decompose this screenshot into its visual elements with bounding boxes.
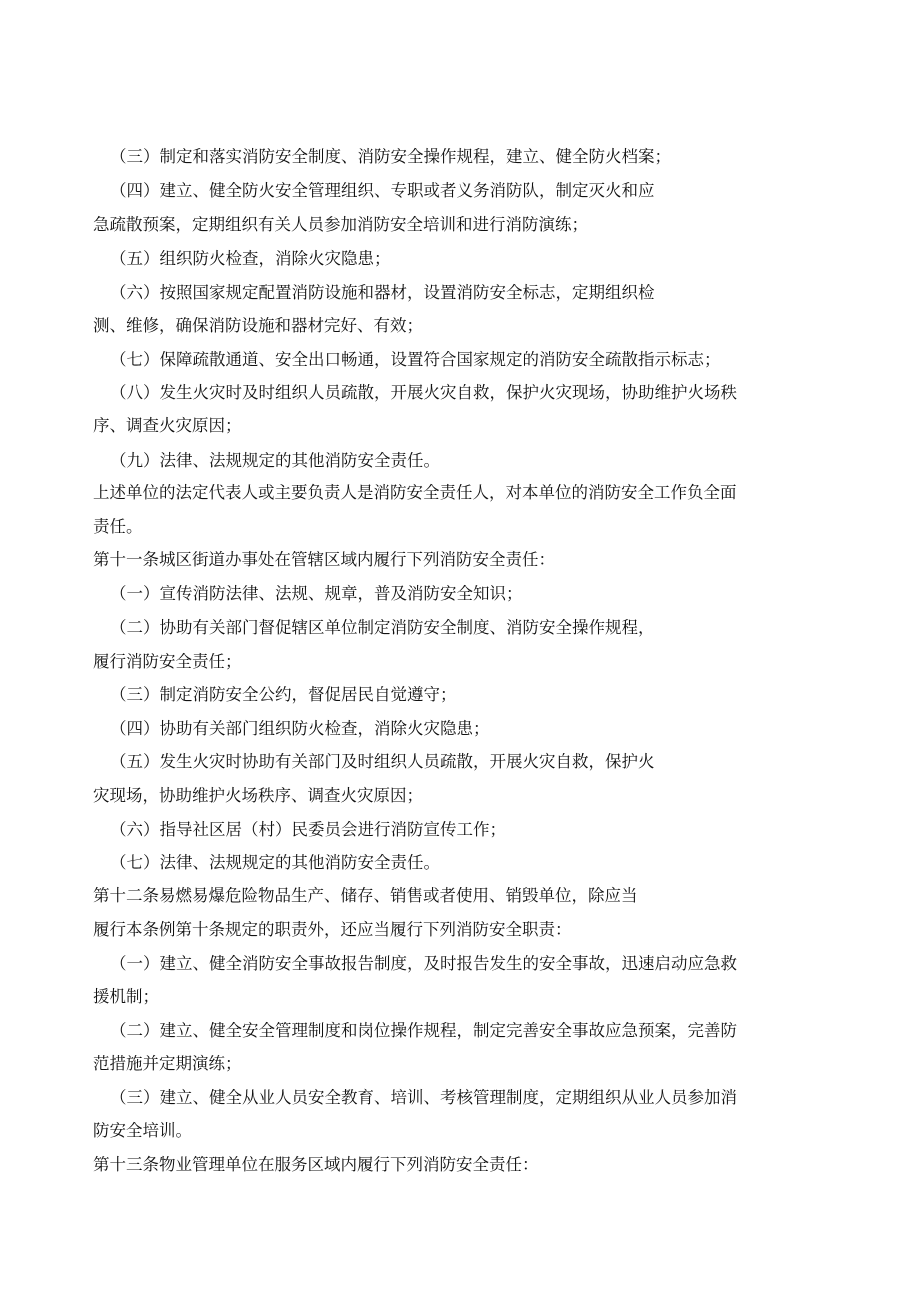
text-line: （三）制定和落实消防安全制度、消防安全操作规程，建立、健全防火档案； bbox=[110, 147, 671, 166]
text-line: （三）建立、健全从业人员安全教育、培训、考核管理制度，定期组织从业人员参加消 bbox=[110, 1088, 737, 1107]
text-line: （一）宣传消防法律、法规、规章，普及消防安全知识； bbox=[110, 584, 523, 603]
text-line: （八）发生火灾时及时组织人员疏散，开展火灾自救，保护火灾现场，协助维护火场秩 bbox=[110, 383, 737, 402]
text-line: 援机制； bbox=[93, 987, 159, 1006]
text-line: 第十三条物业管理单位在服务区域内履行下列消防安全责任： bbox=[93, 1155, 539, 1174]
text-line: （一）建立、健全消防安全事故报告制度，及时报告发生的安全事故，迅速启动应急救 bbox=[110, 954, 737, 973]
text-line: 序、调查火灾原因； bbox=[93, 416, 242, 435]
text-line: 第十二条易燃易爆危险物品生产、储存、销售或者使用、销毁单位，除应当 bbox=[93, 886, 638, 905]
text-line: （七）保障疏散通道、安全出口畅通，设置符合国家规定的消防安全疏散指示标志； bbox=[110, 350, 721, 369]
text-line: 急疏散预案，定期组织有关人员参加消防安全培训和进行消防演练； bbox=[93, 215, 588, 234]
text-line: 灾现场，协助维护火场秩序、调查火灾原因； bbox=[93, 786, 423, 805]
text-line: 上述单位的法定代表人或主要负责人是消防安全责任人，对本单位的消防安全工作负全面 bbox=[93, 483, 737, 502]
text-line: 责任。 bbox=[93, 517, 143, 536]
text-line: （六）指导社区居（村）民委员会进行消防宣传工作； bbox=[110, 820, 506, 839]
text-line: 防安全培训。 bbox=[93, 1121, 192, 1140]
text-line: 测、维修，确保消防设施和器材完好、有效； bbox=[93, 316, 423, 335]
text-line: 范措施并定期演练； bbox=[93, 1054, 242, 1073]
text-line: （六）按照国家规定配置消防设施和器材，设置消防安全标志，定期组织检 bbox=[110, 283, 655, 302]
text-line: （九）法律、法规规定的其他消防安全责任。 bbox=[110, 451, 440, 470]
text-line: （四）协助有关部门组织防火检查，消除火灾隐患； bbox=[110, 719, 490, 738]
text-line: （二）协助有关部门督促辖区单位制定消防安全制度、消防安全操作规程， bbox=[110, 618, 655, 637]
text-line: 履行本条例第十条规定的职责外，还应当履行下列消防安全职责： bbox=[93, 920, 572, 939]
text-line: 第十一条城区街道办事处在管辖区域内履行下列消防安全责任： bbox=[93, 550, 555, 569]
text-line: （五）发生火灾时协助有关部门及时组织人员疏散，开展火灾自救，保护火 bbox=[110, 752, 655, 771]
text-line: （五）组织防火检查，消除火灾隐患； bbox=[110, 249, 391, 268]
text-line: （四）建立、健全防火安全管理组织、专职或者义务消防队，制定灭火和应 bbox=[110, 181, 655, 200]
text-line: （三）制定消防安全公约，督促居民自觉遵守； bbox=[110, 685, 457, 704]
text-line: （七）法律、法规规定的其他消防安全责任。 bbox=[110, 853, 440, 872]
text-line: （二）建立、健全安全管理制度和岗位操作规程，制定完善安全事故应急预案，完善防 bbox=[110, 1021, 737, 1040]
text-line: 履行消防安全责任； bbox=[93, 652, 242, 671]
